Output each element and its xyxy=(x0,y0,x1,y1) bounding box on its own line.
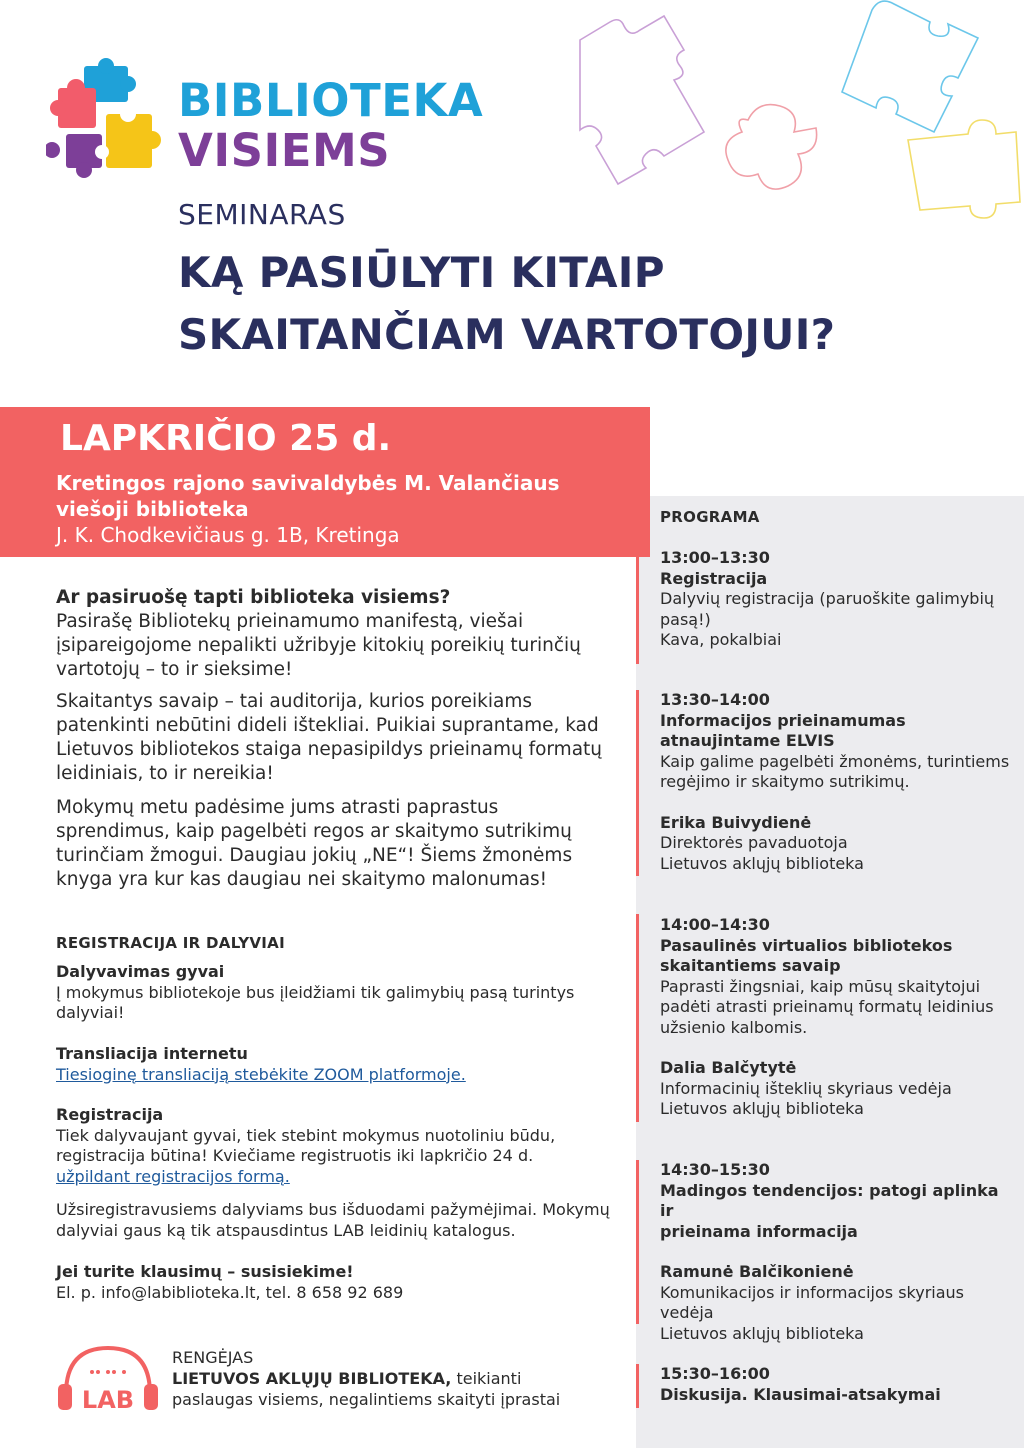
intro-paragraph-1: Pasirašę Bibliotekų prieinamumo manifestą, viešai įsipareigojome nepalikti užribyje kitokių poreikių turinčių vartotojų – to ir sieksime! xyxy=(56,611,581,680)
organizer-block xyxy=(172,1347,602,1410)
program-bar-3 xyxy=(636,914,639,1122)
program-desc-2: Kava, pokalbiai xyxy=(660,630,782,649)
lab-logo-text: LAB xyxy=(81,1386,135,1414)
program-title-line1: Pasaulinės virtualios bibliotekos xyxy=(660,935,953,955)
program-heading: PROGRAMA xyxy=(660,508,760,526)
program-title-line2: prieinama informacija xyxy=(660,1221,858,1241)
event-date: LAPKRIČIO 25 d. xyxy=(60,418,392,459)
contact-title: Jei turite klausimų – susisiekime! xyxy=(56,1262,354,1281)
page-title-line1: KĄ PASIŪLYTI KITAIP xyxy=(178,248,665,297)
program-bar-2 xyxy=(636,690,639,876)
contact-block xyxy=(56,1262,616,1303)
biblioteka-visiems-logo-icon xyxy=(46,58,166,178)
intro-paragraph-2: Skaitantys savaip – tai auditorija, kurios poreikiams patenkinti nebūtini dideli ištekliai. Puikiai suprantame, kad Lietuvos bibliotekos staiga nepasipildys prieinamų formatų leidiniais, to ir nereikia! xyxy=(56,691,603,784)
seminar-label: SEMINARAS xyxy=(178,198,346,231)
venue-name-line2: viešoji biblioteka xyxy=(56,497,249,521)
program-time: 13:30–14:00 xyxy=(660,690,770,709)
program-time: 13:00–13:30 xyxy=(660,548,770,567)
registration-live xyxy=(56,962,616,1024)
program-bar-1 xyxy=(636,546,639,664)
venue-address: J. K. Chodkevičiaus g. 1B, Kretinga xyxy=(56,523,400,547)
program-title: Registracija xyxy=(660,568,768,588)
program-speaker: Ramunė Balčikonienė xyxy=(660,1262,854,1281)
program-item-1 xyxy=(660,548,1010,651)
program-title-line2: skaitantiems savaip xyxy=(660,956,841,975)
registration-title: Registracija xyxy=(56,1105,164,1124)
program-speaker-role: Informacinių išteklių skyriaus vedėja xyxy=(660,1078,952,1098)
decorative-puzzle-outlines xyxy=(500,0,1024,260)
live-text: Į mokymus bibliotekoje bus įleidžiami tik galimybių pasą turintys dalyviai! xyxy=(56,982,575,1022)
live-title: Dalyvavimas gyvai xyxy=(56,962,225,981)
logo-text-line1: BIBLIOTEKA xyxy=(178,74,484,127)
logo-text-line2: VISIEMS xyxy=(178,124,391,177)
program-time: 14:00–14:30 xyxy=(660,915,770,934)
program-speaker-org: Lietuvos aklųjų biblioteka xyxy=(660,853,864,873)
organizer-desc-2: paslaugas visiems, negalintiems skaityti įprastai xyxy=(172,1390,561,1409)
program-speaker: Erika Buivydienė xyxy=(660,812,812,832)
registration-text: Tiek dalyvaujant gyvai, tiek stebint mokymus nuotoliniu būdu, registracija būtina! Kviečiame registruotis iki lapkričio 24 d. xyxy=(56,1125,556,1165)
zoom-stream-link[interactable]: Tiesioginę transliaciją stebėkite ZOOM platformoje. xyxy=(56,1064,466,1084)
program-title: Diskusija. Klausimai-atsakymai xyxy=(660,1384,941,1404)
lab-headphones-logo-icon xyxy=(56,1340,160,1416)
certificate-text: Užsiregistravusiems dalyviams bus išduodami pažymėjimai. Mokymų dalyviai gaus ką tik atspausdintus LAB leidinių katalogus. xyxy=(56,1200,610,1240)
program-bar-4 xyxy=(636,1160,639,1324)
program-title-line1: Madingos tendencijos: patogi aplinka ir xyxy=(660,1180,999,1220)
program-desc: Dalyvių registracija (paruoškite galimybių pasą!) xyxy=(660,589,995,629)
registration-heading: REGISTRACIJA IR DALYVIAI xyxy=(56,934,285,952)
registration-form-link[interactable]: užpildant registracijos formą. xyxy=(56,1166,290,1186)
program-desc: Kaip galime pagelbėti žmonėms, turintiems regėjimo ir skaitymo sutrikimų. xyxy=(660,751,1010,791)
program-item-2 xyxy=(660,690,1010,874)
program-speaker-org: Lietuvos aklųjų biblioteka xyxy=(660,1099,864,1118)
program-time: 15:30–16:00 xyxy=(660,1364,770,1383)
program-title-line1: Informacijos prieinamumas xyxy=(660,710,906,730)
page-title-line2: SKAITANČIAM VARTOTOJUI? xyxy=(178,310,836,359)
program-item-5 xyxy=(660,1364,1010,1405)
program-item-3 xyxy=(660,915,1010,1120)
registration-info xyxy=(56,1105,616,1187)
contact-text: El. p. info@labiblioteka.lt, tel. 8 658 92 689 xyxy=(56,1282,404,1302)
stream-title: Transliacija internetu xyxy=(56,1044,248,1063)
program-speaker-role: Direktorės pavaduotoja xyxy=(660,833,848,852)
venue-name-line1: Kretingos rajono savivaldybės M. Valančiaus xyxy=(56,471,560,495)
program-speaker-org: Lietuvos aklųjų biblioteka xyxy=(660,1323,864,1343)
intro-block-1 xyxy=(56,586,616,682)
organizer-name: LIETUVOS AKLŲJŲ BIBLIOTEKA, xyxy=(172,1369,452,1388)
organizer-label: RENGĖJAS xyxy=(172,1348,254,1367)
program-title-line2: atnaujintame ELVIS xyxy=(660,731,835,750)
program-time: 14:30–15:30 xyxy=(660,1160,770,1179)
program-item-4 xyxy=(660,1160,1010,1344)
registration-stream xyxy=(56,1044,616,1085)
organizer-desc-1: teikianti xyxy=(451,1369,522,1388)
program-desc: Paprasti žingsniai, kaip mūsų skaitytojui padėti atrasti prieinamų formatų leidinius užsienio kalbomis. xyxy=(660,976,994,1037)
program-speaker-role: Komunikacijos ir informacijos skyriaus vedėja xyxy=(660,1282,964,1322)
intro-question: Ar pasiruošę tapti biblioteka visiems? xyxy=(56,587,451,608)
program-bar-5 xyxy=(636,1364,639,1408)
intro-paragraph-3: Mokymų metu padėsime jums atrasti paprastus sprendimus, kaip pagelbėti regos ar skaitymo sutrikimų turinčiam žmogui. Daugiau jokių „NE“! Šiems žmonėms knyga yra kur kas daugiau nei skaitymo malonumas! xyxy=(56,797,573,890)
program-speaker: Dalia Balčytytė xyxy=(660,1058,797,1077)
